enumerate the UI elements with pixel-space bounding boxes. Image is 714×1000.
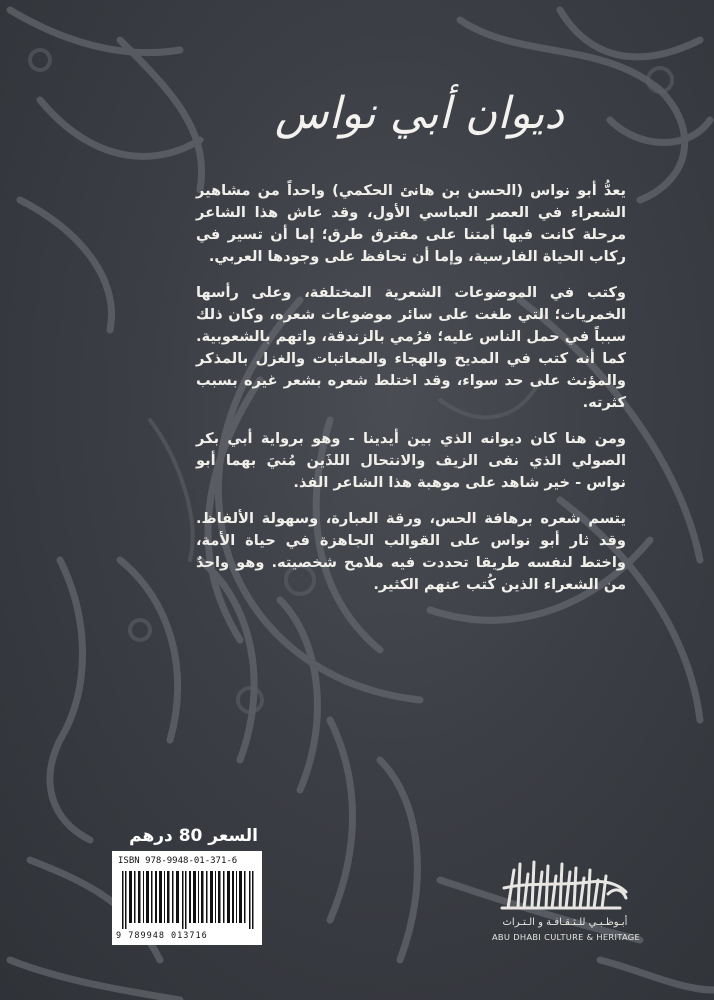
blurb-paragraph: ومن هنا كان ديوانه الذي بين أيدينا - وهو برواية أبي بكر الصولي الذي نفى الزيف والانتحال اللذَين مُنيَ بهما أبو نواس - خير شاهد على موهبة هذا الشاعر الفذ. bbox=[196, 430, 626, 491]
blurb-paragraph: يعدُّ أبو نواس (الحسن بن هانئ الحكمي) واحداً من مشاهير الشعراء في العصر العباسي الأول، وقد عاش هذا الشاعر مرحلة كانت فيها أمتنا على مفترق طرق؛ إما أن تسير في ركاب الحياة الفارسية، وإما أن تحافظ على وجودها العربي. bbox=[196, 182, 626, 265]
isbn-text: ISBN 978-9948-01-371-6 bbox=[118, 856, 238, 866]
blurb-paragraph: يتسم شعره برهافة الحس، ورقة العبارة، وسهولة الألفاظ. وقد ثار أبو نواس على القوالب الجاهزة في حياة الأمة، واختط لنفسه طريقا تحددت فيه ملامح شخصيته. وهو واحدٌ من الشعراء الذين كُتب عنهم الكثير. bbox=[196, 510, 626, 593]
book-title: ديوان أبي نواس bbox=[274, 88, 564, 139]
publisher-logo-icon bbox=[500, 858, 630, 914]
publisher-name-ar: أبـوظـبـي للـثـقـافـة و الـتـراث bbox=[502, 917, 628, 928]
barcode-panel bbox=[112, 851, 262, 945]
barcode-number: 9 789948 013716 bbox=[116, 931, 208, 941]
blurb bbox=[196, 180, 626, 610]
publisher-name-en: ABU DHABI CULTURE & HERITAGE bbox=[491, 932, 641, 942]
blurb-paragraph: وكتب في الموضوعات الشعرية المختلفة، وعلى رأسها الخمريات؛ التي طغت على سائر موضوعات شعره، وكان ذلك سبباً في حمل الناس عليه؛ فرُمي بالزندقة، واتهم بالشعوبية. كما أنه كتب في المديح والهجاء والمعاتبات والغزل بالمذكر والمؤنث على حد سواء، وقد اختلط شعره بشعر غيره بسبب كثرته. bbox=[196, 284, 626, 411]
price-label: السعر 80 درهم bbox=[129, 826, 258, 846]
barcode-icon bbox=[120, 871, 256, 929]
